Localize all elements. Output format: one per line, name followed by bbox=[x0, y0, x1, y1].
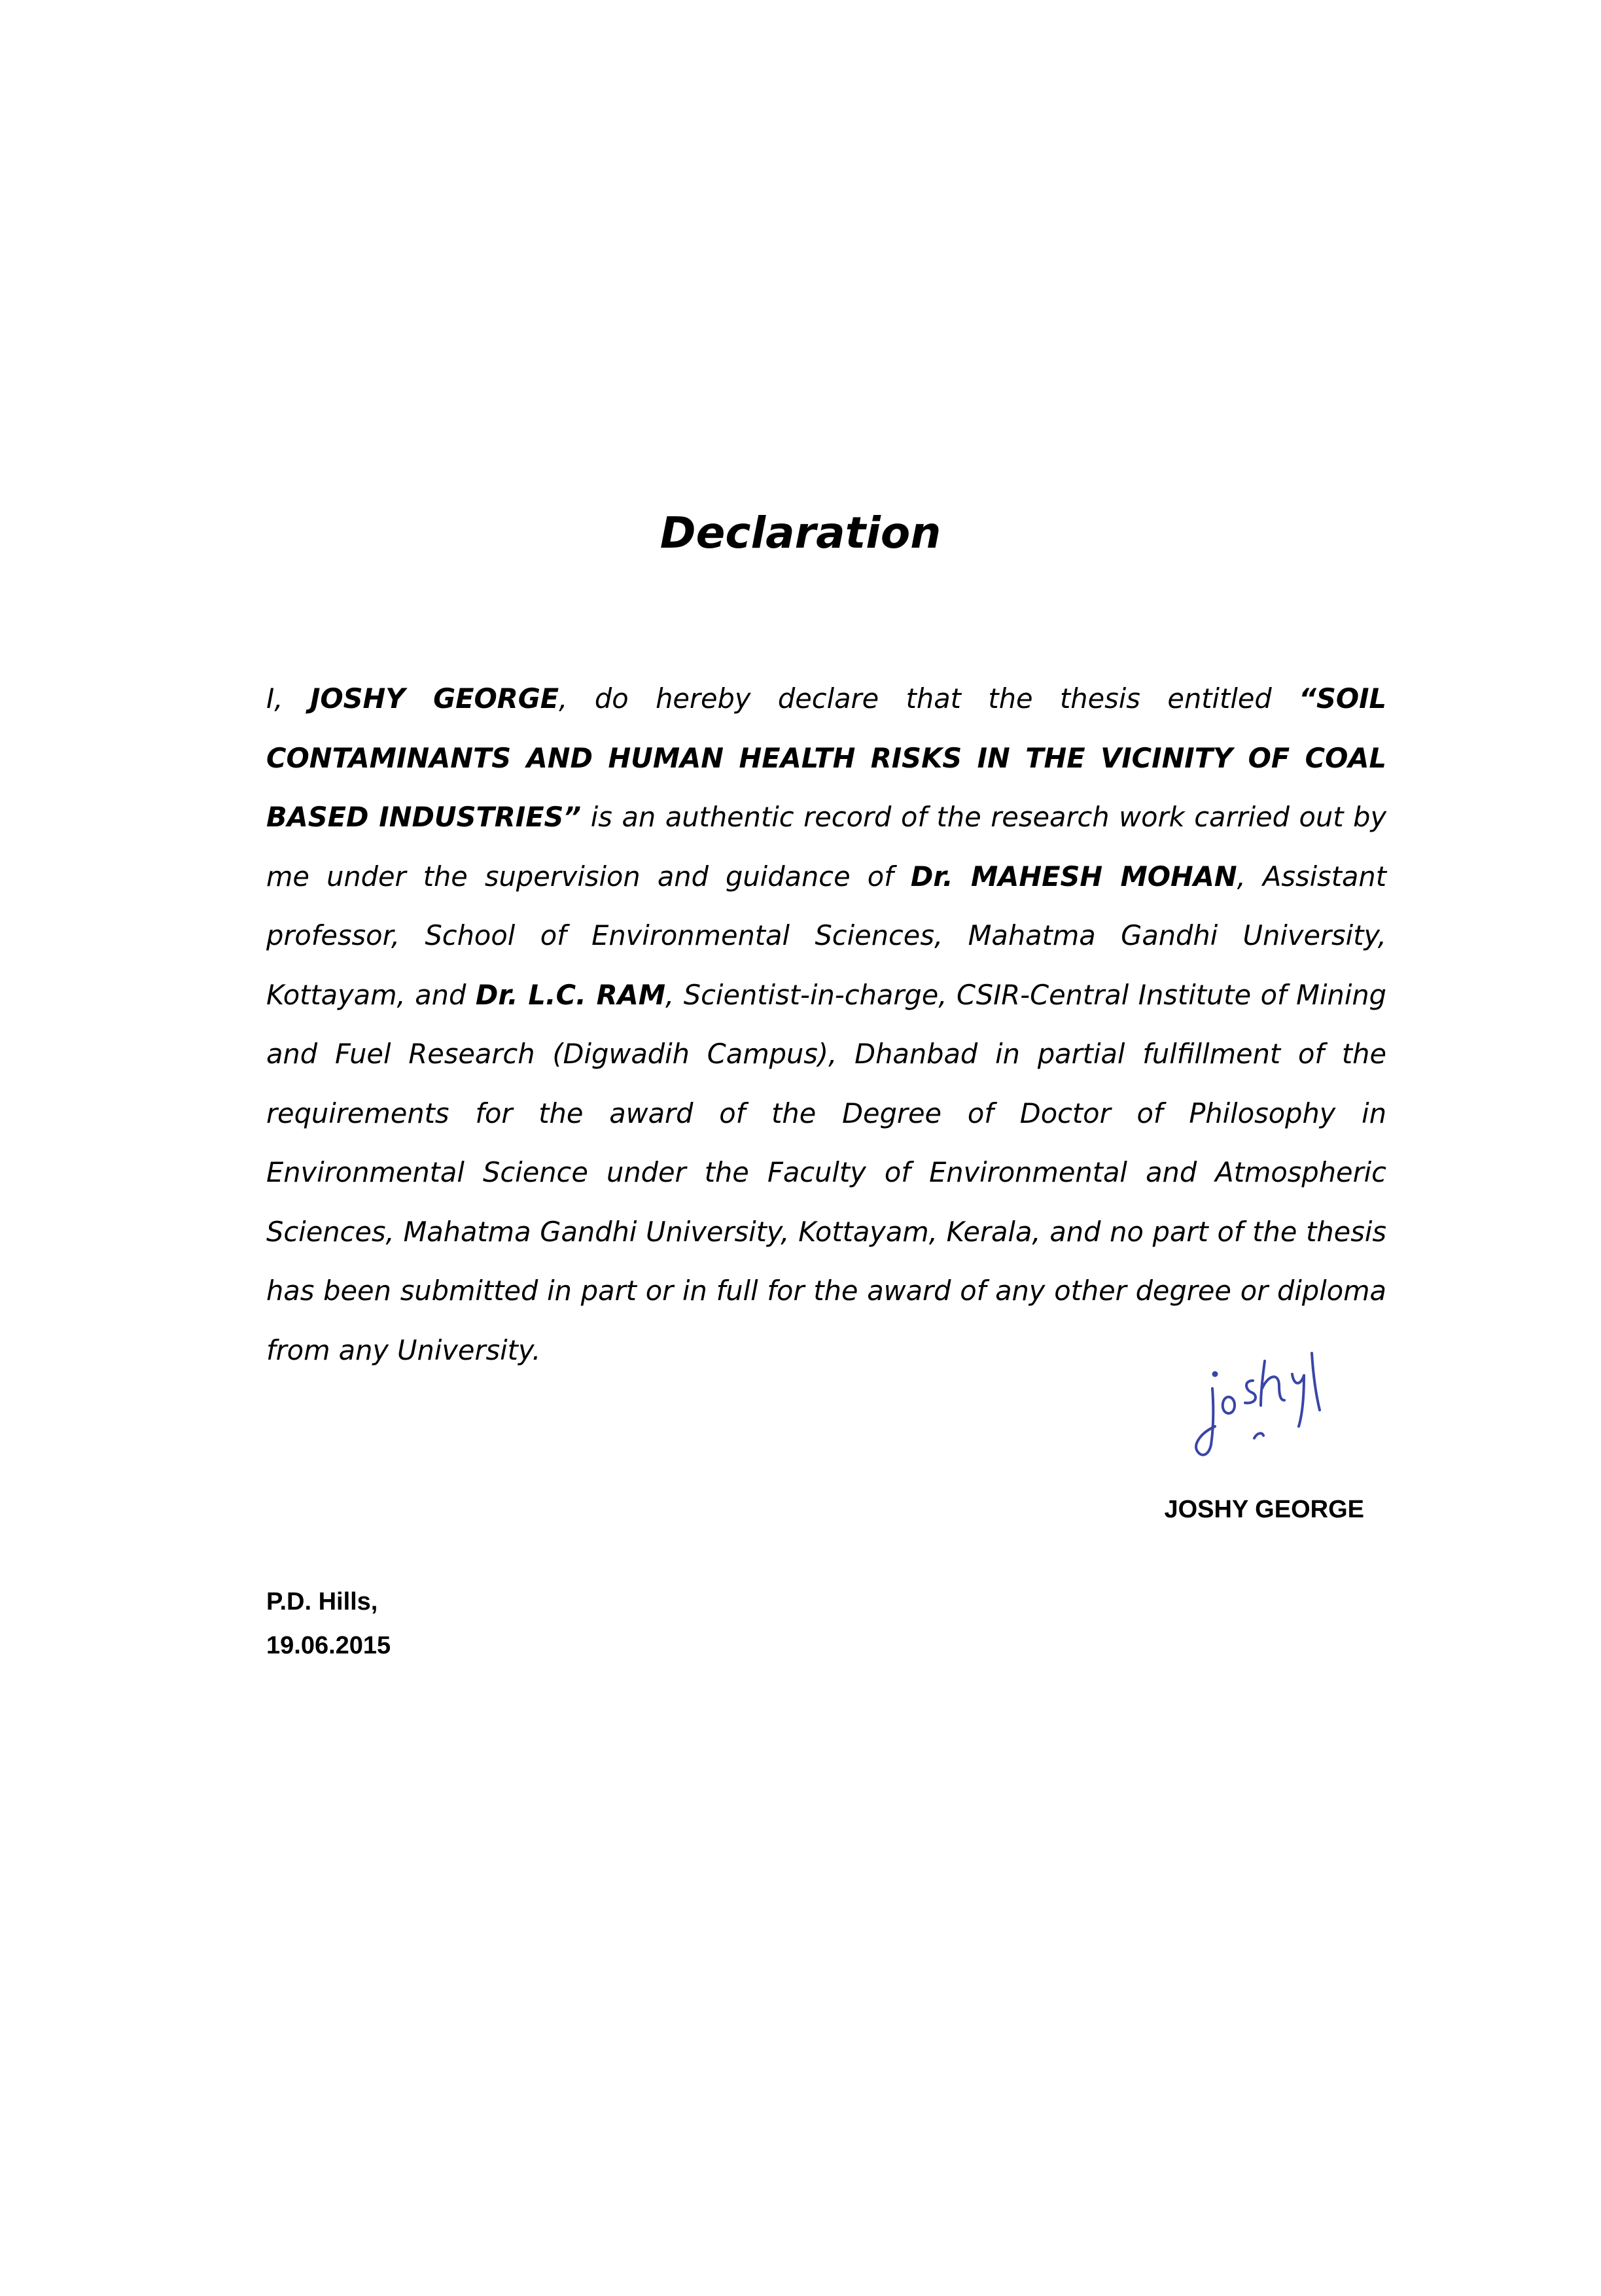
declaration-text: , Assistant professor, School of Environmental Sciences, Mahatma Gandhi University, Kottayam, and bbox=[266, 860, 1387, 1011]
declaration-paragraph bbox=[266, 669, 1386, 1380]
declaration-text: I, bbox=[266, 682, 310, 715]
date: 19.06.2015 bbox=[266, 1632, 391, 1659]
page-title: Declaration bbox=[660, 508, 941, 558]
declaration-text: , Scientist-in-charge, CSIR-Central Institute of Mining and Fuel Research (Digwadih Campus), Dhanbad in partial fulfillment of the requirements for the award of the Degree of Doctor of Philosophy in Environmental Science under the Faculty of Environmental and Atmospheric Sciences, Mahatma Gandhi University, Kottayam, Kerala, and no part of the thesis has been submitted in part or in full for the award of any other degree or diploma from any University. bbox=[266, 978, 1386, 1366]
co-supervisor-name: Dr. L.C. RAM bbox=[475, 978, 666, 1011]
place: P.D. Hills, bbox=[266, 1588, 378, 1616]
declaration-text: is an authentic record of the research work carried out by me under the supervision and guidance of bbox=[266, 801, 1387, 892]
signer-name: JOSHY GEORGE bbox=[1164, 1496, 1364, 1523]
handwritten-signature bbox=[1181, 1335, 1328, 1466]
candidate-name: JOSHY GEORGE bbox=[309, 682, 559, 715]
thesis-title: “SOIL CONTAMINANTS AND HUMAN HEALTH RISKS IN THE VICINITY OF COAL BASED INDUSTRIES” bbox=[266, 682, 1386, 833]
declaration-text: , do hereby declare that the thesis entitled bbox=[559, 682, 1299, 715]
supervisor-name: Dr. MAHESH MOHAN bbox=[910, 860, 1237, 892]
